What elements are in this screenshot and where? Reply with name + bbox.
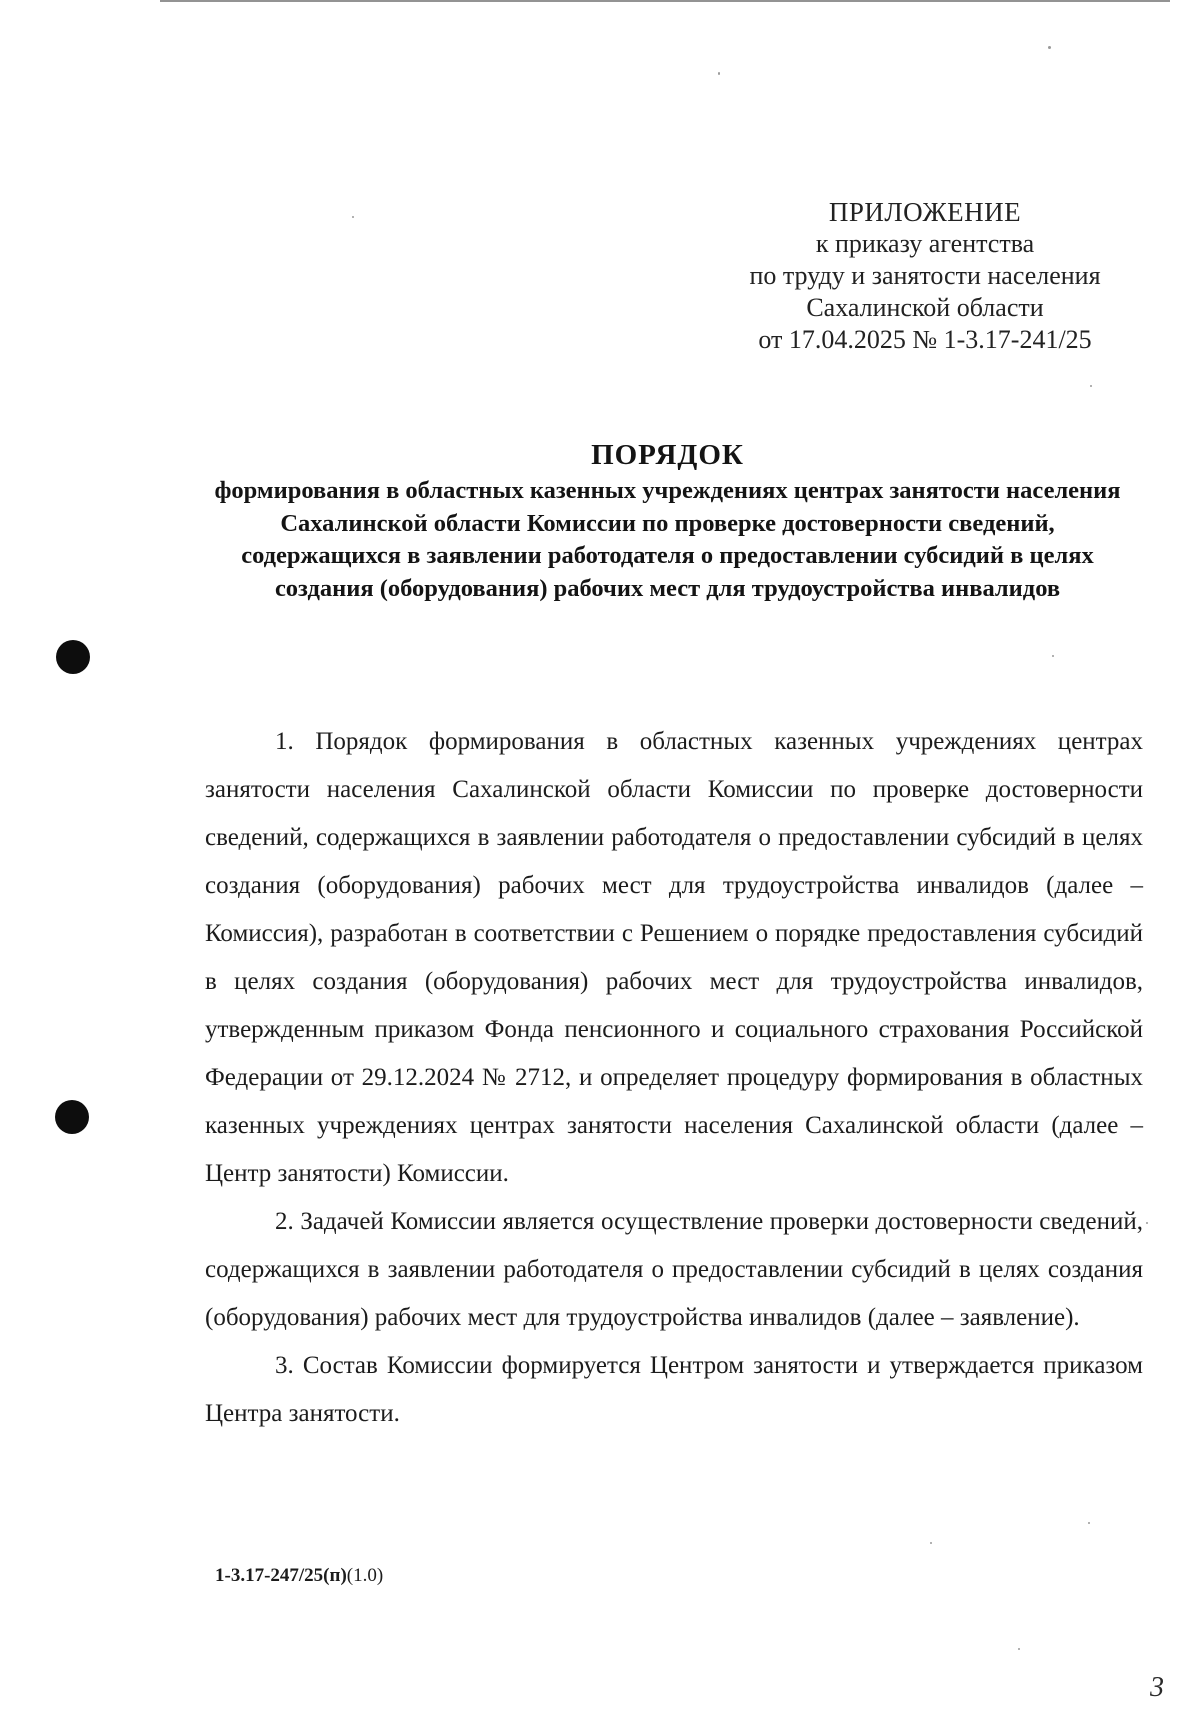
registration-code: 1-3.17-247/25(п) [215, 1565, 347, 1586]
document-title: ПОРЯДОК [591, 439, 744, 471]
document-body [205, 718, 1143, 1438]
appendix-order-date: от 17.04.2025 № 1-3.17-241/25 [758, 325, 1092, 354]
scan-speck [1048, 46, 1051, 49]
page-number: 3 [1150, 1672, 1164, 1703]
scan-speck [1018, 1648, 1020, 1650]
appendix-block [700, 196, 1150, 356]
appendix-line: по труду и занятости населения [749, 261, 1101, 290]
scan-speck [1088, 1522, 1090, 1524]
appendix-line: Сахалинской области [806, 293, 1044, 322]
punch-hole-bottom [55, 1100, 89, 1134]
document-subtitle: формирования в областных казенных учреждениях центрах занятости населения Сахалинской области Комиссии по проверке достоверности сведений, содержащихся в заявлении работодателя о предоставлении субсидий в целях создания (оборудования) рабочих мест для трудоустройства инвалидов [214, 477, 1121, 602]
document-heading [205, 437, 1130, 605]
body-paragraph-2: 2. Задачей Комиссии является осуществление проверки достоверности сведений, содержащихся в заявлении работодателя о предоставлении субсидий в целях создания (оборудования) рабочих мест для трудоустройства инвалидов (далее – заявление). [205, 1208, 1143, 1331]
scan-speck [930, 1542, 932, 1544]
scan-speck [718, 72, 720, 75]
appendix-line: к приказу агентства [815, 229, 1035, 258]
scan-top-edge [160, 0, 1170, 2]
registration-number [215, 1565, 383, 1587]
registration-version: (1.0) [346, 1565, 384, 1586]
body-paragraph-3: 3. Состав Комиссии формируется Центром занятости и утверждается приказом Центра занятости. [205, 1352, 1143, 1427]
scan-speck [1090, 385, 1092, 387]
scan-speck [1146, 1222, 1148, 1224]
scan-speck [352, 216, 354, 218]
body-paragraph-1: 1. Порядок формирования в областных казенных учреждениях центрах занятости населения Сахалинской области Комиссии по проверке достоверности сведений, содержащихся в заявлении работодателя о предоставлении субсидий в целях создания (оборудования) рабочих мест для трудоустройства инвалидов (далее – Комиссия), разработан в соответствии с Решением о порядке предоставления субсидий в целях создания (оборудования) рабочих мест для трудоустройства инвалидов, утвержденным приказом Фонда пенсионного и социального страхования Российской Федерации от 29.12.2024 № 2712, и определяет процедуру формирования в областных казенных учреждениях центрах занятости населения Сахалинской области (далее – Центр занятости) Комиссии. [205, 728, 1143, 1187]
scan-speck [1052, 655, 1054, 657]
punch-hole-top [56, 640, 90, 674]
appendix-title: ПРИЛОЖЕНИЕ [828, 197, 1022, 227]
